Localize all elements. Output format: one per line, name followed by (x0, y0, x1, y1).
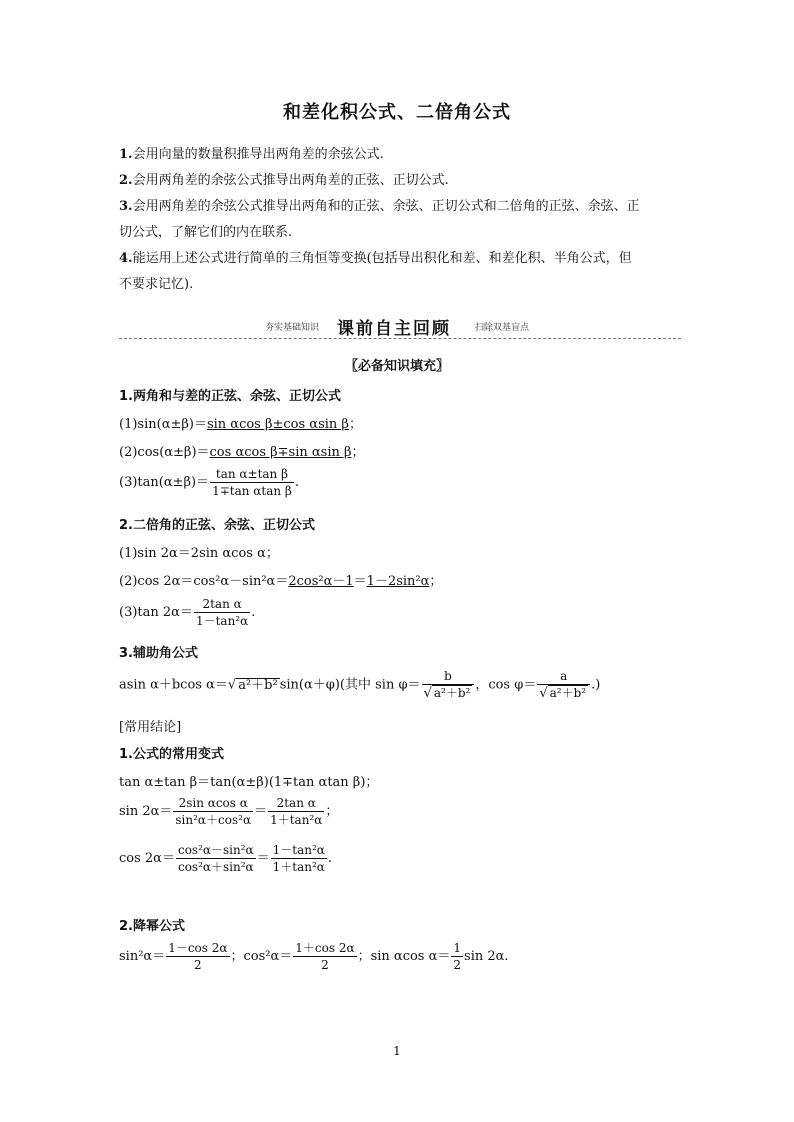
formula-cos-variant: cos 2α＝ $\frac{\text{cos²α－sin²α}}{\text{cos²α＋sin²α}}$ ＝ $\frac{\text{1－tan²α}}{\text{1＋tan²α}}$ . (119, 843, 333, 874)
formula-sin-sum: (1)sin(α±β)＝sin αcos β±cos αsin β； (119, 417, 362, 432)
page-number: 1 (393, 1044, 401, 1058)
formula-tan-double: (3)tan 2α＝ $\frac{\text{2tan α}}{\text{1－tan²α}}$ . (119, 597, 256, 628)
banner-right-text: 扫除双基盲点 (475, 323, 530, 333)
objective-item: 不要求记忆). (119, 277, 194, 292)
objective-item: 4.能运用上述公式进行简单的三角恒等变换(包括导出积化和差、和差化积、半角公式，但 (119, 251, 632, 266)
formula-cos-sum: (2)cos(α±β)＝cos αcos β∓sin αsin β； (119, 445, 365, 460)
sqrt-icon: √ (423, 686, 432, 701)
common-conclusions-label: [常用结论] (119, 720, 182, 735)
common-heading-2: 2.降幂公式 (119, 919, 185, 934)
formula-sin-variant: sin 2α＝ $\frac{\text{2sin αcos α}}{\text{sin²α＋cos²α}}$ ＝ $\frac{\text{2tan α}}{\text{1＋tan²α}}$ ； (119, 796, 339, 827)
common-heading-1: 1.公式的常用变式 (119, 747, 224, 762)
sqrt-icon: √ (227, 677, 237, 693)
page-title: 和差化积公式、二倍角公式 (283, 102, 511, 123)
subsection-heading: 〖必备知识填充〗 (344, 359, 449, 374)
banner-title: 课前自主回顾 (337, 319, 451, 339)
banner-left-text: 夯实基础知识 (265, 323, 320, 333)
formula-sin-double: (1)sin 2α＝2sin αcos α； (119, 546, 279, 561)
sqrt-icon: √ (539, 686, 548, 701)
objectives-list (119, 142, 679, 298)
objective-item: 3.会用两角差的余弦公式推导出两角和的正弦、余弦、正切公式和二倍角的正弦、余弦、正 (119, 199, 640, 214)
section-banner (119, 314, 681, 339)
section-2-heading: 2.二倍角的正弦、余弦、正切公式 (119, 518, 315, 533)
formula-auxiliary-angle: asin α＋bcos α＝√ a²＋b² sin(α＋φ)(其中 sin φ＝ $\frac{b}{\text{√ a²＋b²}}$ ，cos φ＝ $\frac{a}{\text{√ a²＋b²}}$ .) (119, 669, 601, 701)
objective-item: 2.会用两角差的余弦公式推导出两角差的正弦、正切公式. (119, 173, 449, 188)
formula-tan-variant: tan α±tan β＝tan(α±β)(1∓tan αtan β)； (119, 775, 379, 790)
section-3-heading: 3.辅助角公式 (119, 646, 198, 661)
objective-item: 1.会用向量的数量积推导出两角差的余弦公式. (119, 147, 384, 162)
formula-power-reduction: sin²α＝ $\frac{1-\cos 2\alpha}{2}$ ；cos²α＝ $\frac{1+\cos 2\alpha}{2}$ ；sin αcos α＝ $\frac{1}{2}$ sin 2α. (119, 941, 509, 972)
formula-cos-double: (2)cos 2α＝cos²α－sin²α＝2cos²α－1＝1－2sin²α； (119, 574, 443, 589)
objective-item: 切公式，了解它们的内在联系. (119, 225, 293, 240)
section-1-heading: 1.两角和与差的正弦、余弦、正切公式 (119, 389, 341, 404)
formula-tan-sum: (3)tan(α±β)＝ $\frac{\text{tan α±tan β}}{\text{1∓tan αtan β}}$ . (119, 467, 300, 498)
